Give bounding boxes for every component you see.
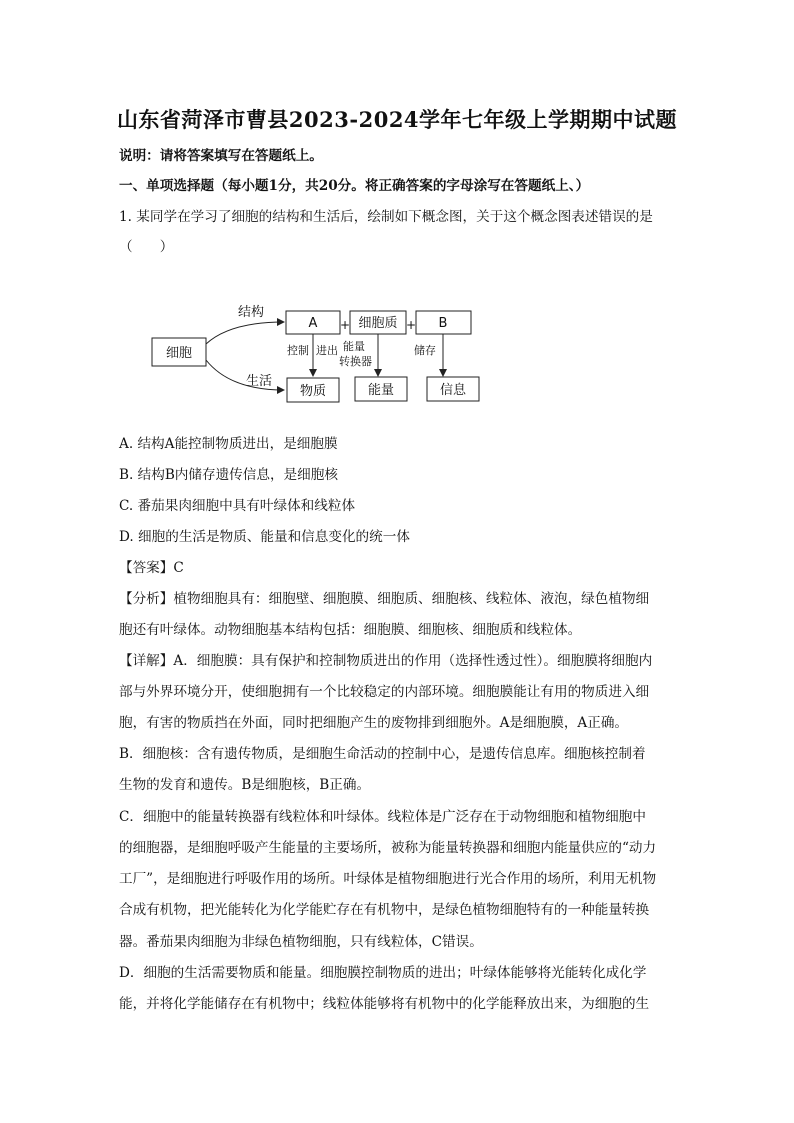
detail-line-a1 xyxy=(119,652,679,670)
detail-label: 【详解】 xyxy=(119,653,174,669)
option-b: B. 结构B内储存遗传信息，是细胞核 xyxy=(119,467,338,483)
analysis-line-1 xyxy=(119,590,679,608)
control-label: 控制 xyxy=(287,344,309,357)
detail-text-a1: A．细胞膜：具有保护和控制物质进出的作用（选择性透过性）。细胞膜将细胞内 xyxy=(173,653,653,669)
detail-line-c3: 工厂”，是细胞进行呼吸作用的场所。叶绿体是植物细胞进行光合作用的场所，利用无机物 xyxy=(119,871,657,887)
energy-label: 能量 xyxy=(367,383,395,398)
page-title: 山东省菏泽市曹县2023-2024学年七年级上学期期中试题 xyxy=(116,107,678,132)
section-heading: 一、单项选择题（每小题1分，共20分。将正确答案的字母涂写在答题纸上、） xyxy=(119,178,590,194)
plus-sign-1: + xyxy=(339,318,351,332)
detail-line-d1: D．细胞的生活需要物质和能量。细胞膜控制物质的进出；叶绿体能够将光能转化成化学 xyxy=(119,965,647,981)
option-d: D. 细胞的生活是物质、能量和信息变化的统一体 xyxy=(119,529,410,545)
answer-line xyxy=(119,559,679,577)
structure-arrow xyxy=(206,322,284,344)
answer-value: C xyxy=(173,560,184,576)
detail-line-c4: 合成有机物，把光能转化为化学能贮存在有机物中，是绿色植物细胞特有的一种能量转换 xyxy=(119,902,650,918)
inout-label: 进出 xyxy=(316,344,338,357)
energy-converter-label-1: 能量 xyxy=(343,340,365,353)
life-label: 生活 xyxy=(246,374,273,389)
detail-line-c5: 器。番茄果肉细胞为非绿色植物细胞，只有线粒体，C错误。 xyxy=(119,934,483,950)
box-a-label: A xyxy=(308,316,318,331)
answer-label: 【答案】 xyxy=(119,560,174,576)
concept-diagram xyxy=(150,300,490,412)
detail-line-c1: C．细胞中的能量转换器有线粒体和叶绿体。线粒体是广泛存在于动物细胞和植物细胞中 xyxy=(119,809,646,825)
structure-label: 结构 xyxy=(238,305,265,320)
plus-sign-2: + xyxy=(405,318,417,332)
instructions-note: 说明：请将答案填写在答题纸上。 xyxy=(119,148,323,164)
cytoplasm-label: 细胞质 xyxy=(358,316,398,331)
life-arrow xyxy=(206,360,284,390)
option-c: C. 番茄果肉细胞中具有叶绿体和线粒体 xyxy=(119,498,356,514)
energy-converter-label-2: 转换器 xyxy=(339,355,372,368)
analysis-line-2: 胞还有叶绿体。动物细胞基本结构包括：细胞膜、细胞核、细胞质和线粒体。 xyxy=(119,622,582,638)
analysis-text-1: 植物细胞具有：细胞壁、细胞膜、细胞质、细胞核、线粒体、液泡，绿色植物细 xyxy=(173,591,650,607)
store-label: 储存 xyxy=(414,344,436,357)
detail-line-c2: 的细胞器，是细胞呼吸产生能量的主要场所，被称为能量转换器和细胞内能量供应的“动力 xyxy=(119,840,657,856)
detail-line-b2: 生物的发育和遗传。B是细胞核，B正确。 xyxy=(119,777,371,793)
question-1-bracket: （ ） xyxy=(119,239,174,255)
detail-line-b1: B．细胞核：含有遗传物质，是细胞生命活动的控制中心，是遗传信息库。细胞核控制着 xyxy=(119,746,646,762)
info-label: 信息 xyxy=(439,383,467,398)
detail-line-a2: 部与外界环境分开，使细胞拥有一个比较稳定的内部环境。细胞膜能让有用的物质进入细 xyxy=(119,684,650,700)
cell-label: 细胞 xyxy=(165,346,193,361)
question-1-stem: 1. 某同学在学习了细胞的结构和生活后，绘制如下概念图，关于这个概念图表述错误的是 xyxy=(119,209,653,225)
matter-label: 物质 xyxy=(299,384,327,399)
analysis-label: 【分析】 xyxy=(119,591,174,607)
detail-line-a3: 胞，有害的物质挡在外面，同时把细胞产生的废物排到细胞外。A是细胞膜，A正确。 xyxy=(119,715,629,731)
box-b-label: B xyxy=(438,316,448,331)
detail-line-d2: 能，并将化学能储存在有机物中；线粒体能够将有机物中的化学能释放出来，为细胞的生 xyxy=(119,996,650,1012)
option-a: A. 结构A能控制物质进出，是细胞膜 xyxy=(119,436,338,452)
